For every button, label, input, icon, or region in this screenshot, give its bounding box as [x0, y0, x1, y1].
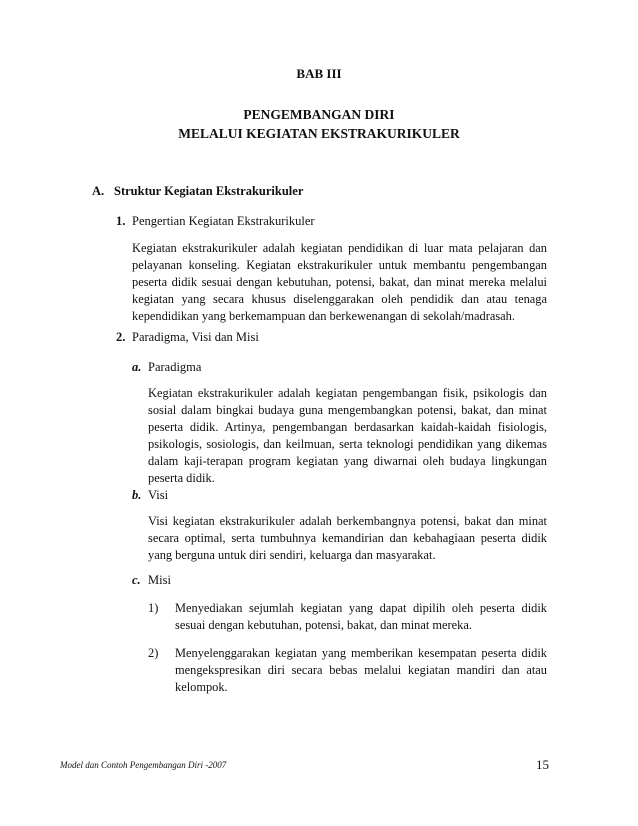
subitem-b-letter: b.	[132, 488, 142, 502]
misi-item-2-number: 2)	[148, 646, 159, 660]
subitem-b-paragraph: Visi kegiatan ekstrakurikuler adalah berkembangnya potensi, bakat dan minat secara optimal, serta tumbuhnya kemandirian dan kebahagiaan peserta didik yang berguna untuk diri sendiri, keluarga dan masyarakat.	[148, 514, 547, 562]
misi-item-2	[148, 645, 547, 705]
page-number: 15	[536, 757, 549, 772]
subitem-c-heading	[132, 573, 171, 588]
subitem-a-letter: a.	[132, 360, 142, 374]
item-1-number: 1.	[116, 214, 126, 228]
chapter-title-line-2: MELALUI KEGIATAN EKSTRAKURIKULER	[178, 126, 460, 141]
subitem-a-heading	[132, 360, 201, 375]
misi-item-1-text: Menyediakan sejumlah kegiatan yang dapat dipilih oleh peserta didik sesuai dengan kebutuhan, potensi, bakat, dan minat mereka.	[175, 601, 547, 632]
chapter-title-line-1: PENGEMBANGAN DIRI	[243, 107, 395, 122]
item-2-number: 2.	[116, 330, 126, 344]
chapter-heading: BAB III	[296, 66, 342, 81]
misi-item-1-number: 1)	[148, 601, 159, 615]
item-1-title: Pengertian Kegiatan Ekstrakurikuler	[132, 214, 315, 228]
subitem-c-title: Misi	[148, 573, 171, 587]
subitem-a-paragraph: Kegiatan ekstrakurikuler adalah kegiatan pengembangan fisik, psikologis dan sosial dalam bingkai budaya guna mengembangkan potensi, bakat, dan minat peserta didik. Artinya, pengembangan berdasarkan kaidah-kaidah fisiologis, psikologis, sosiologis, dan keilmuan, serta teknologi pendidikan yang dikemas dalam kaji-terapan program kegiatan yang diwarnai oleh budaya lingkungan peserta didik.	[148, 386, 547, 485]
section-a-label: A.	[92, 184, 105, 198]
subitem-b-heading	[132, 488, 168, 503]
misi-item-2-text: Menyelenggarakan kegiatan yang memberikan kesempatan peserta didik mengekspresikan diri secara bebas melalui kegiatan mandiri dan atau kelompok.	[175, 646, 547, 694]
section-a-title: Struktur Kegiatan Ekstrakurikuler	[114, 184, 304, 198]
section-a-heading	[92, 184, 303, 199]
item-2-title: Paradigma, Visi dan Misi	[132, 330, 259, 344]
item-2-heading	[116, 330, 259, 345]
item-1-paragraph: Kegiatan ekstrakurikuler adalah kegiatan pendidikan di luar mata pelajaran dan pelayanan konseling. Kegiatan ekstrakurikuler untuk membantu pengembangan peserta didik sesuai dengan kebutuhan, potensi, bakat, dan minat mereka melalui kegiatan yang secara khusus diselenggarakan oleh pendidik dan atau tenaga kependidikan yang berkemampuan dan berkewenangan di sekolah/madrasah.	[132, 241, 547, 323]
item-1-heading	[116, 214, 315, 229]
footer-text: Model dan Contoh Pengembangan Diri -2007	[60, 760, 227, 770]
subitem-a-title: Paradigma	[148, 360, 202, 374]
subitem-b-title: Visi	[148, 488, 169, 502]
subitem-c-letter: c.	[132, 573, 141, 587]
misi-item-1	[148, 600, 547, 640]
